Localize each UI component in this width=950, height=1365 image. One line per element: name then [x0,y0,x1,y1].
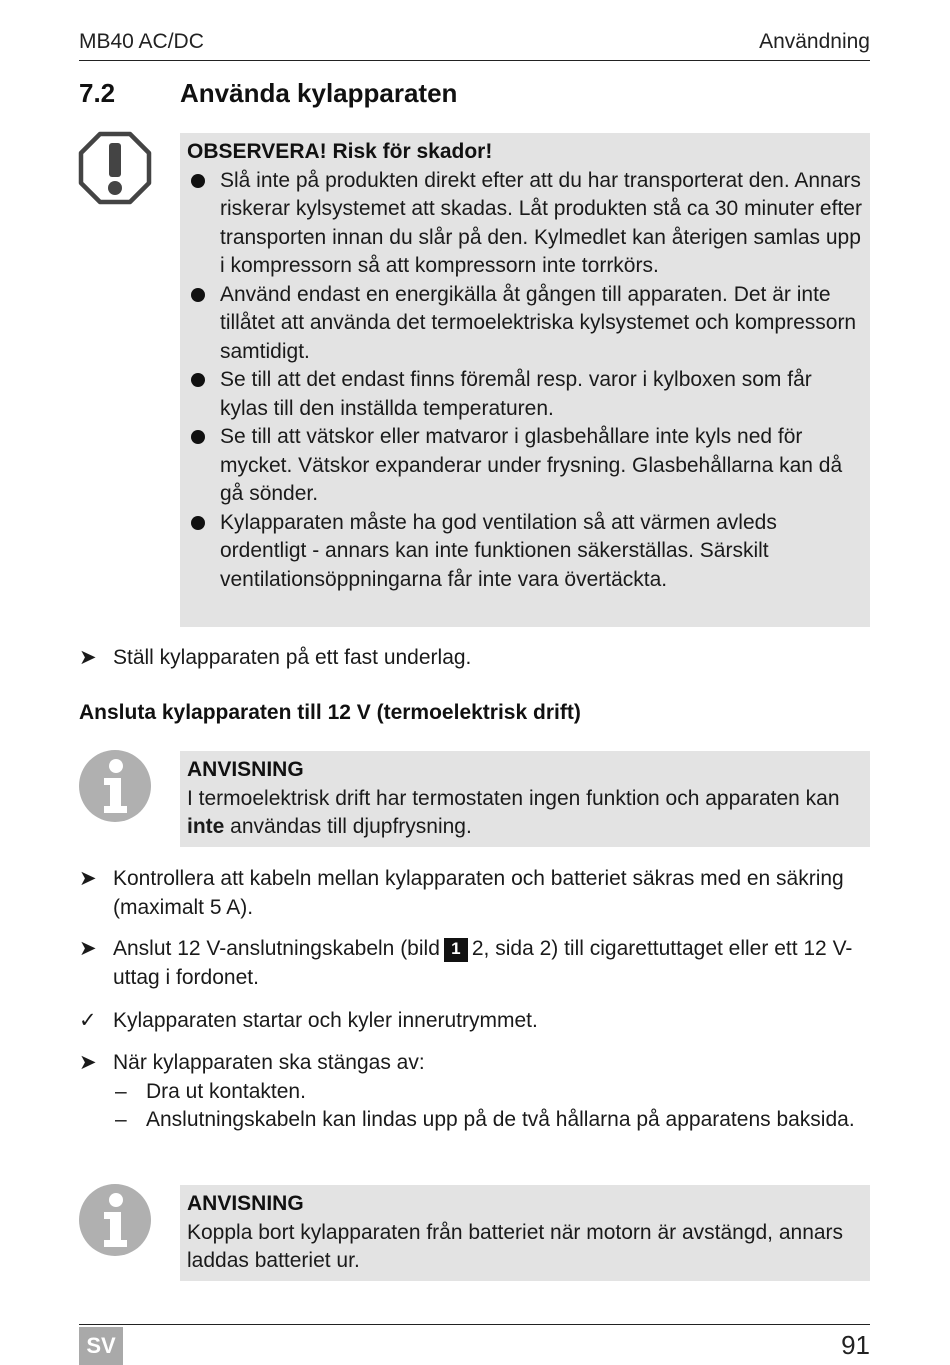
instruction-text: Anslut 12 V-anslutningskabeln (bild 1 2, sida 2) till cigarettuttaget eller ett 12 V-uttag i fordonet. [113,937,853,989]
warning-item: Se till att det endast finns föremål resp. varor i kylboxen som får kylas till den inställda temperaturen. [187,366,862,423]
warning-item: Slå inte på produkten direkt efter att du har transporterat den. Annars riskerar kylsystemet att skadas. Låt produkten stå ca 30 minuter efter transporten innan du slår på den. Kylmedlet kan återigen samlas upp i kompressorn så att kompressorn inte torrkörs. [187,167,862,281]
bullet-icon [191,288,205,302]
info-title: ANVISNING [187,1192,304,1215]
page-number: 91 [841,1330,870,1360]
footer-divider [79,1324,870,1325]
arrow-icon: ➤ [79,646,97,669]
warning-item: Se till att vätskor eller matvaror i glasbehållare inte kyls ned för mycket. Vätskor expanderar under frysning. Glasbehållarna kan då gå sönder. [187,423,862,509]
header-chapter: Användning [759,30,870,53]
arrow-icon: ➤ [79,1051,97,1074]
info-box [180,751,870,847]
bullet-icon [191,430,205,444]
warning-item: Kylapparaten måste ha god ventilation så att värmen avleds ordentligt - annars kan inte funktionen säkerställas. Särskilt ventilationsöppningarna får inte vara övertäckta. [187,509,862,595]
sub-step-list [79,1078,870,1135]
bullet-icon [191,516,205,530]
warning-list [187,167,862,595]
info-text: Koppla bort kylapparaten från batteriet när motorn är avstängd, annars laddas batteriet ur. [187,1220,844,1272]
section-number: 7.2 [79,78,116,108]
result-text: Kylapparaten startar och kyler innerutrymmet. [113,1009,538,1032]
info-box [180,1185,870,1281]
warning-title: OBSERVERA! Risk för skador! [187,140,493,163]
header-model: MB40 AC/DC [79,30,204,53]
sub-step: – Dra ut kontakten. [113,1078,870,1107]
info-circle-icon [78,749,152,823]
figure-reference: 1 [444,938,468,962]
instruction-step [79,644,870,673]
checkmark-icon: ✓ [79,1009,97,1032]
section-heading: Använda kylapparaten [180,78,458,108]
page-header [79,28,870,61]
sub-step: – Anslutningskabeln kan lindas upp på de två hållarna på apparatens baksida. [113,1106,870,1135]
bullet-icon [191,174,205,188]
instruction-step [79,935,870,992]
dash-icon: – [115,1108,127,1131]
info-title: ANVISNING [187,758,304,781]
octagon-exclamation-icon [78,131,152,205]
result-step [79,1007,870,1036]
instruction-step [79,1049,870,1135]
info-text: I termoelektrisk drift har termostaten ingen funktion och apparaten kan inte användas till djupfrysning. [187,786,840,838]
warning-box [180,133,870,627]
dash-icon: – [115,1079,127,1103]
info-circle-icon [78,1183,152,1257]
instruction-text: När kylapparaten ska stängas av: [113,1051,425,1074]
bullet-icon [191,373,205,387]
instruction-text: Ställ kylapparaten på ett fast underlag. [113,646,472,669]
instruction-text: Kontrollera att kabeln mellan kylapparaten och batteriet säkras med en säkring (maximalt 5 A). [113,867,844,919]
subheading: Ansluta kylapparaten till 12 V (termoelektrisk drift) [79,701,581,724]
instruction-step [79,865,870,922]
arrow-icon: ➤ [79,937,97,960]
language-badge: SV [79,1327,123,1365]
warning-item: Använd endast en energikälla åt gången till apparaten. Det är inte tillåtet att använda det termoelektriska kylsystemet och kompressorn samtidigt. [187,281,862,367]
arrow-icon: ➤ [79,867,97,890]
